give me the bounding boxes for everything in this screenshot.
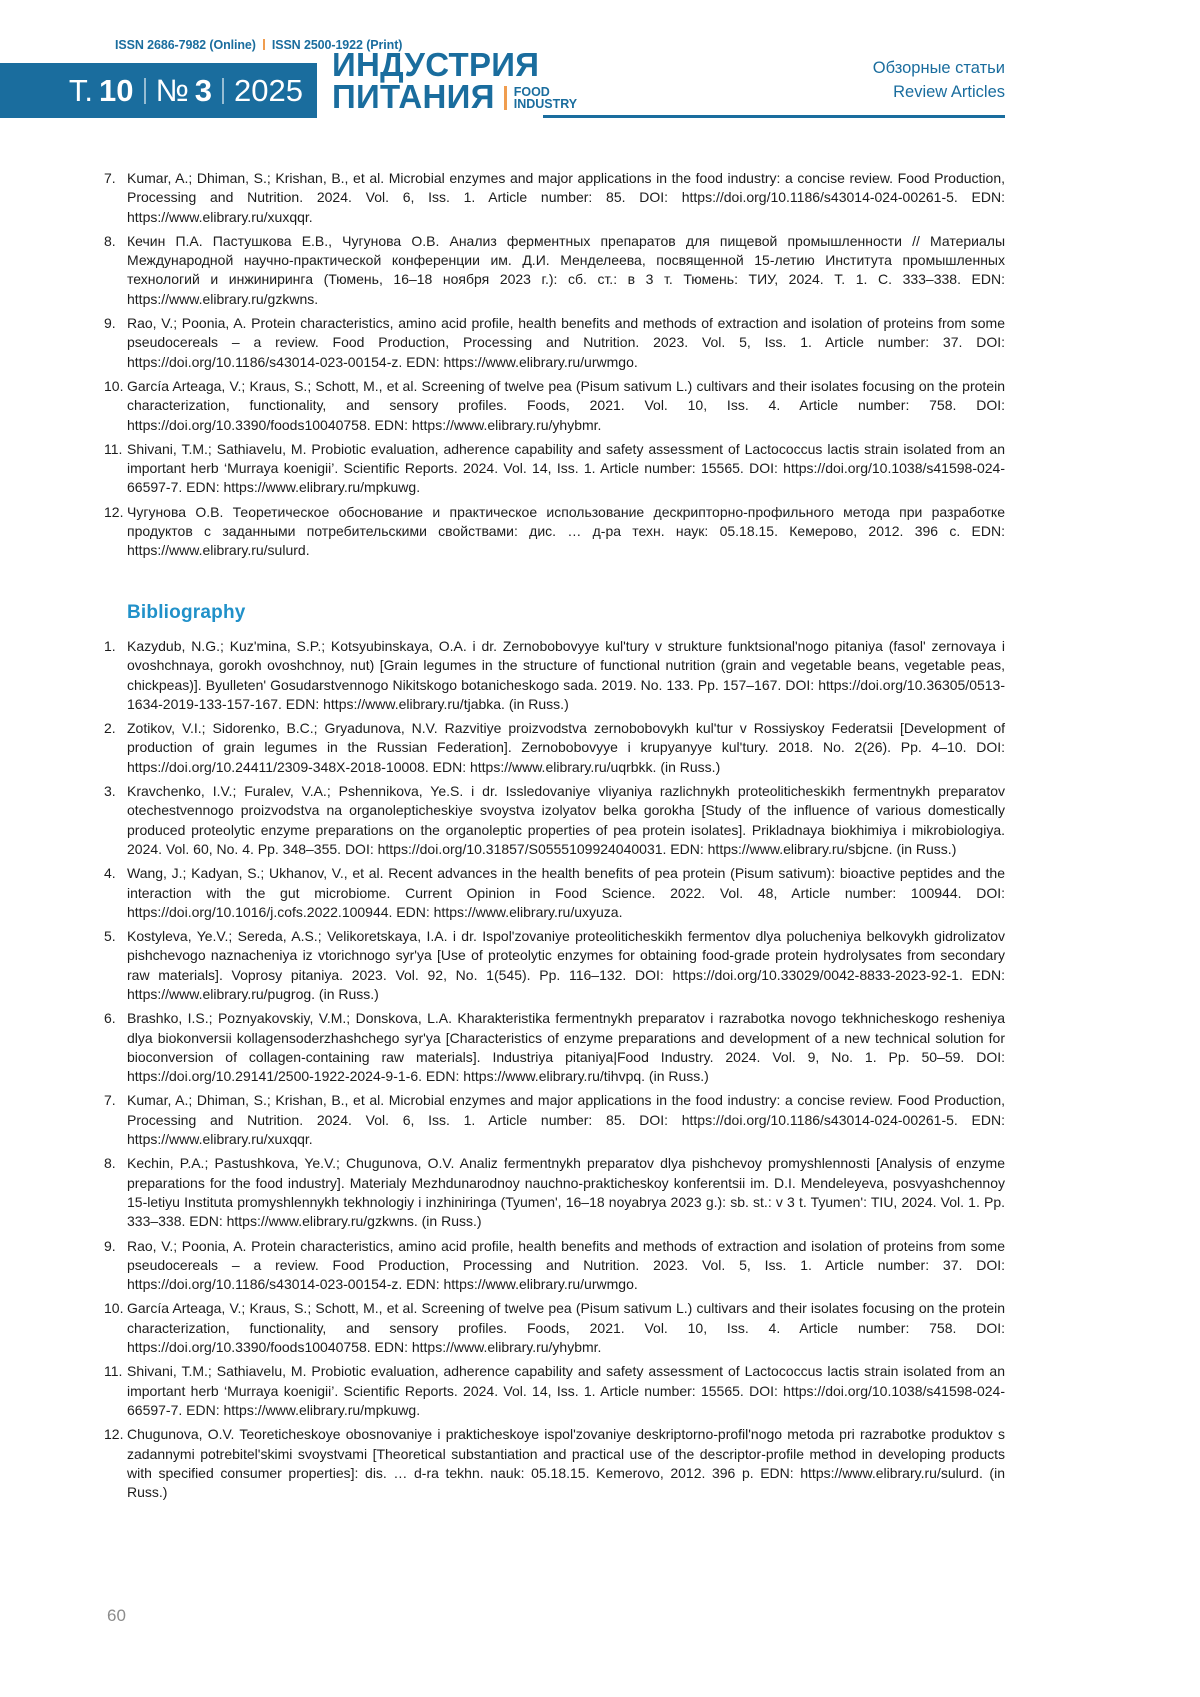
bibliography-item bbox=[104, 719, 1005, 777]
bibliography-text: García Arteaga, V.; Kraus, S.; Schott, M., et al. Screening of twelve pea (Pisum sativum L.) cultivars and their isolates focusing on the protein characterization, functionality, and sensory profiles. Foods, 2021. Vol. 10, Iss. 4. Article number: 758. DOI: https://doi.org/10.3390/foods10040758. EDN: https://www.elibrary.ru/yhybmr. bbox=[127, 1300, 1005, 1356]
bibliography-number: 8. bbox=[104, 1155, 116, 1172]
bibliography-item bbox=[104, 1425, 1005, 1502]
volume-issue-banner bbox=[0, 63, 317, 118]
banner-divider bbox=[144, 78, 146, 104]
bibliography-text: Zotikov, V.I.; Sidorenko, B.C.; Gryadunova, N.V. Razvitiye proizvodstva zernobobovykh kul'tur v Rossiyskoy Federatsii [Development of production of grain legumes in the Russian Federation]. Zernobobovyye i krupyanyye kul'tury. 2018. No. 2(26). Pp. 4–10. DOI: https://doi.org/10.24411/2309-348X-2018-10008. EDN: https://www.elibrary.ru/uqrbkk. (in Russ.) bbox=[127, 720, 1005, 775]
issue-value: 3 bbox=[194, 72, 213, 108]
bibliography-item bbox=[104, 1154, 1005, 1231]
reference-number: 8. bbox=[104, 232, 116, 249]
bibliography-number: 11. bbox=[104, 1363, 123, 1380]
bibliography-item bbox=[104, 1237, 1005, 1295]
bibliography-number: 9. bbox=[104, 1237, 116, 1254]
section-label-ru: Обзорные статьи bbox=[872, 59, 1005, 77]
bibliography-item bbox=[104, 1299, 1005, 1357]
bibliography-text: Wang, J.; Kadyan, S.; Ukhanov, V., et al. Recent advances in the health benefits of pea protein (Pisum sativum): bioactive peptides and the interaction with the gut microbiome. Current Opinion in Food Science. 2022. Vol. 48, Article number: 100944. DOI: https://doi.org/10.1016/j.cofs.2022.100944. EDN: https://www.elibrary.ru/uxyuza. bbox=[127, 865, 1005, 920]
bibliography-text: Kostyleva, Ye.V.; Sereda, A.S.; Velikoretskaya, I.A. i dr. Ispol'zovaniye proteoliticheskikh fermentov dlya polucheniya belkovykh gidrolizatov pishchevogo naznacheniya iz vtorichnogo syr'ya [Use of proteolytic enzymes for obtaining food-grade protein hydrolysates from secondary raw materials]. Voprosy pitaniya. 2023. Vol. 92, No. 1(545). Pp. 116–132. DOI: https://doi.org/10.33029/0042-8833-2023-92-1. EDN: https://www.elibrary.ru/pugrog. (in Russ.) bbox=[127, 928, 1005, 1002]
page-number: 60 bbox=[107, 1606, 126, 1625]
bibliography-number: 4. bbox=[104, 865, 116, 882]
reference-item bbox=[104, 377, 1005, 435]
header-rule bbox=[543, 115, 1005, 118]
bibliography-number: 3. bbox=[104, 783, 116, 800]
issue-label: № bbox=[155, 72, 189, 108]
bibliography-number: 2. bbox=[104, 720, 116, 737]
bibliography-number: 12. bbox=[104, 1426, 124, 1443]
bibliography-item bbox=[104, 1362, 1005, 1420]
banner-divider bbox=[222, 78, 224, 104]
bibliography-item bbox=[104, 927, 1005, 1004]
reference-number: 9. bbox=[104, 315, 116, 332]
reference-number: 11. bbox=[104, 440, 123, 457]
bibliography-item bbox=[104, 864, 1005, 922]
bibliography-item bbox=[104, 1091, 1005, 1149]
journal-subtitle bbox=[504, 86, 577, 110]
reference-number: 12. bbox=[104, 503, 124, 520]
bibliography-number: 5. bbox=[104, 928, 116, 945]
bibliography-number: 1. bbox=[104, 637, 116, 654]
reference-item bbox=[104, 314, 1005, 372]
bibliography-item bbox=[104, 1009, 1005, 1086]
volume-label: Т. bbox=[68, 72, 94, 108]
bibliography-text: Shivani, T.M.; Sathiavelu, M. Probiotic evaluation, adherence capability and safety assessment of Lactococcus lactis strain isolated from an important herb ‘Murraya koenigii’. Scientific Reports. 2024. Vol. 14, Iss. 1. Article number: 15565. DOI: https://doi.org/10.1038/s41598-024-66597-7. EDN: https://www.elibrary.ru/mpkuwg. bbox=[127, 1363, 1005, 1418]
bibliography-text: Rao, V.; Poonia, A. Protein characteristics, amino acid profile, health benefits and methods of extraction and isolation of proteins from some pseudocereals – a review. Food Production, Processing and Nutrition. 2023. Vol. 5, Iss. 1. Article number: 37. DOI: https://doi.org/10.1186/s43014-023-00154-z. EDN: https://www.elibrary.ru/urwmgo. bbox=[127, 1237, 1005, 1293]
bibliography-text: Chugunova, O.V. Teoreticheskoye obosnovaniye i prakticheskoye ispol'zovaniye deskriptorno-profil'nogo metoda pri razrabotke produktov s zadannymi potrebitel'skimi svoystvami [Theoretical substantiation and practical use of the descriptor-profile method in developing products with specified consumer properties]: dis. … d-ra tekhn. nauk: 05.18.15. Kemerovo, 2012. 396 p. EDN: https://www.elibrary.ru/sulurd. (in Russ.) bbox=[127, 1426, 1005, 1501]
reference-number: 10. bbox=[104, 377, 124, 394]
reference-number: 7. bbox=[104, 170, 116, 186]
journal-subtitle-line1: FOOD bbox=[513, 85, 550, 99]
journal-title-line2: ПИТАНИЯ bbox=[332, 78, 495, 115]
bibliography-list bbox=[104, 637, 1005, 1502]
issn-divider bbox=[263, 39, 265, 50]
issn-online: ISSN 2686-7982 (Online) bbox=[115, 38, 256, 52]
reference-item bbox=[104, 440, 1005, 498]
reference-text: Чугунова О.В. Теоретическое обоснование и практическое использование дескрипторно-профильного метода при разработке продуктов с заданными потребительскими свойствами: дис. … д-ра техн. наук: 05.18.15. Кемерово, 2012. 396 с. EDN: https://www.elibrary.ru/sulurd. bbox=[127, 503, 1005, 559]
bibliography-text: Kumar, A.; Dhiman, S.; Krishan, B., et al. Microbial enzymes and major applications in the food industry: a concise review. Food Production, Processing and Nutrition. 2024. Vol. 6, Iss. 1. Article number: 85. DOI: https://doi.org/10.1186/s43014-024-00261-5. EDN: https://www.elibrary.ru/xuxqqr. bbox=[127, 1092, 1005, 1148]
reference-text: Shivani, T.M.; Sathiavelu, M. Probiotic evaluation, adherence capability and safety assessment of Lactococcus lactis strain isolated from an important herb ‘Murraya koenigii’. Scientific Reports. 2024. Vol. 14, Iss. 1. Article number: 15565. DOI: https://doi.org/10.1038/s41598-024-66597-7. EDN: https://www.elibrary.ru/mpkuwg. bbox=[127, 440, 1005, 496]
section-label-en: Review Articles bbox=[893, 83, 1005, 101]
bibliography-number: 7. bbox=[104, 1092, 116, 1109]
bibliography-number: 10. bbox=[104, 1300, 124, 1317]
page-content bbox=[104, 169, 1005, 1507]
bibliography-text: Kazydub, N.G.; Kuz'mina, S.P.; Kotsyubinskaya, O.A. i dr. Zernobobovyye kul'tury v strukture funktsional'nogo pitaniya (fasol' zernovaya i ovoshchnaya, gorokh ovoshchnoy, nut) [Grain legumes in the structure of functional nutrition (grain and vegetable beans, vegetable peas, chickpeas)]. Byulleten' Gosudarstvennogo Nikitskogo botanicheskogo sada. 2019. No. 133. Pp. 157–167. DOI: https://doi.org/10.36305/0513-1634-2019-133-157-167. EDN: https://www.elibrary.ru/tjabka. (in Russ.) bbox=[127, 637, 1005, 712]
bibliography-text: Kravchenko, I.V.; Furalev, V.A.; Pshennikova, Ye.S. i dr. Issledovaniye vliyaniya razlichnykh proteoliticheskikh fermentnykh preparatov otechestvennogo proizvodstva na organolepticheskiye svoystva izolyatov belka gorokha [Study of the influence of various domestically produced proteolytic enzyme preparations on the organoleptic properties of pea protein isolates]. Prikladnaya biokhimiya i mikrobiologiya. 2024. Vol. 60, No. 4. Pp. 348–355. DOI: https://doi.org/10.31857/S0555109924040031. EDN: https://www.elibrary.ru/sbjcne. (in Russ.) bbox=[127, 783, 1005, 857]
section-labels bbox=[873, 56, 1005, 104]
year-value: 2025 bbox=[234, 72, 303, 108]
reference-item bbox=[104, 232, 1005, 309]
volume-value: 10 bbox=[99, 72, 134, 108]
issn-print: ISSN 2500-1922 (Print) bbox=[271, 38, 403, 52]
reference-text: Rao, V.; Poonia, A. Protein characteristics, amino acid profile, health benefits and methods of extraction and isolation of proteins from some pseudocereals – a review. Food Production, Processing and Nutrition. 2023. Vol. 5, Iss. 1. Article number: 37. DOI: https://doi.org/10.1186/s43014-023-00154-z. EDN: https://www.elibrary.ru/urwmgo. bbox=[127, 315, 1005, 370]
reference-item bbox=[104, 169, 1005, 227]
reference-item bbox=[104, 503, 1005, 561]
bibliography-item bbox=[104, 637, 1005, 714]
bibliography-text: Kechin, P.A.; Pastushkova, Ye.V.; Chugunova, O.V. Analiz fermentnykh preparatov dlya pishchevoy promyshlennosti [Analysis of enzyme preparations for the food industry]. Materialy Mezhdunarodnoy nauchno-prakticheskoy konferentsii im. D.I. Mendeleyeva, posvyashchennoy 15-letiyu Instituta promyshlennykh tekhnologiy i inzhiniringa (Tyumen', 16–18 noyabrya 2023 g.): sb. st.: v 3 t. Tyumen': TIU, 2024. Vol. 1. Pp. 333–338. EDN: https://www.elibrary.ru/gzkwns. (in Russ.) bbox=[127, 1155, 1005, 1230]
bibliography-heading: Bibliography bbox=[127, 601, 246, 623]
reference-text: Кечин П.А. Пастушкова Е.В., Чугунова О.В. Анализ ферментных препаратов для пищевой промышленности // Материалы Международной научно-практической конференции им. Д.И. Менделеева, посвященной 15-летию Института промышленных технологий и инжиниринга (Тюмень, 16–18 ноября 2023 г.): сб. ст.: в 3 т. Тюмень: ТИУ, 2024. Т. 1. С. 333–338. EDN: https://www.elibrary.ru/gzkwns. bbox=[127, 232, 1005, 307]
journal-logo bbox=[332, 46, 578, 115]
bibliography-number: 6. bbox=[104, 1010, 116, 1027]
bibliography-item bbox=[104, 782, 1005, 859]
journal-subtitle-line2: INDUSTRY bbox=[513, 97, 578, 111]
journal-title-line1: ИНДУСТРИЯ bbox=[332, 46, 540, 83]
bibliography-text: Brashko, I.S.; Poznyakovskiy, V.M.; Donskova, L.A. Kharakteristika fermentnykh preparatov i razrabotka novogo tekhnicheskogo resheniya dlya biokonversii kollagensoderzhashchego syr'ya [Characteristics of enzyme preparations and development of a new technical solution for bioconversion of collagen-containing raw materials]. Industriya pitaniya|Food Industry. 2024. Vol. 9, No. 1. Pp. 50–59. DOI: https://doi.org/10.29141/2500-1922-2024-9-1-6. EDN: https://www.elibrary.ru/tihvpq. (in Russ.) bbox=[127, 1010, 1005, 1085]
reference-list-continued bbox=[104, 169, 1005, 561]
reference-text: Kumar, A.; Dhiman, S.; Krishan, B., et al. Microbial enzymes and major applications in the food industry: a concise review. Food Production, Processing and Nutrition. 2024. Vol. 6, Iss. 1. Article number: 85. DOI: https://doi.org/10.1186/s43014-024-00261-5. EDN: https://www.elibrary.ru/xuxqqr. bbox=[127, 170, 1005, 225]
reference-text: García Arteaga, V.; Kraus, S.; Schott, M., et al. Screening of twelve pea (Pisum sativum L.) cultivars and their isolates focusing on the protein characterization, functionality, and sensory profiles. Foods, 2021. Vol. 10, Iss. 4. Article number: 758. DOI: https://doi.org/10.3390/foods10040758. EDN: https://www.elibrary.ru/yhybmr. bbox=[127, 377, 1005, 433]
